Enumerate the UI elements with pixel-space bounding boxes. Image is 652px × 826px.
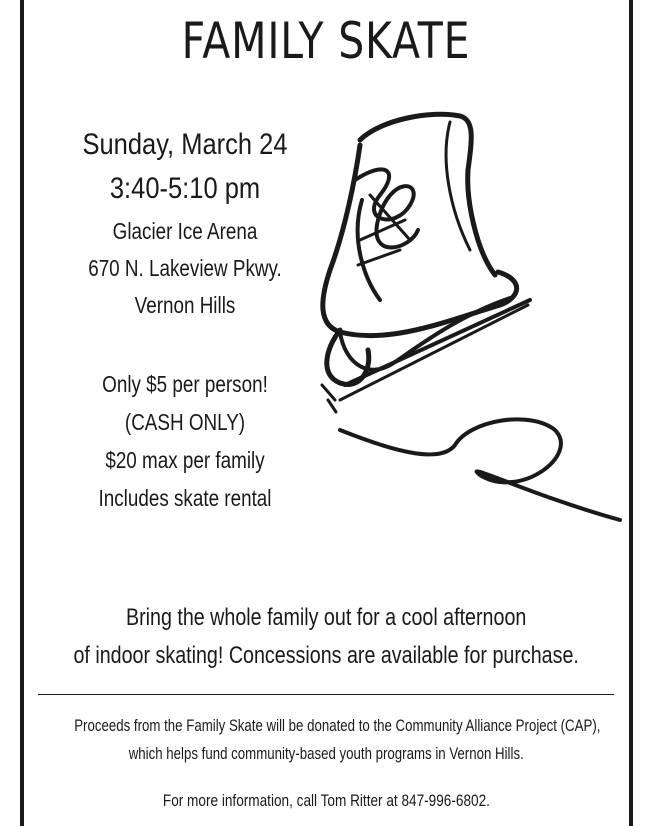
invite-line-2: of indoor skating! Concessions are available for purchase. (73, 642, 579, 669)
event-venue: Glacier Ice Arena (112, 218, 258, 244)
skate-rental-note: Includes skate rental (98, 485, 272, 511)
poster-title: FAMILY SKATE (181, 12, 471, 70)
event-time: 3:40-5:10 pm (109, 172, 261, 205)
proceeds-line-1: Proceeds from the Family Skate will be donated to the Community Alliance Project (CAP), (74, 716, 601, 735)
invite-line-1: Bring the whole family out for a cool afternoon (125, 604, 527, 631)
event-city: Vernon Hills (134, 292, 236, 318)
proceeds-line-2: which helps fund community-based youth programs in Vernon Hills. (128, 744, 524, 763)
price-per-person: Only $5 per person! (102, 371, 268, 397)
event-date: Sunday, March 24 (82, 128, 288, 161)
pricing-details (60, 371, 310, 523)
ice-skate-icon (300, 100, 630, 530)
family-max-price: $20 max per family (105, 447, 265, 473)
divider (38, 694, 614, 695)
cash-only-note: (CASH ONLY) (124, 409, 246, 435)
contact-line: For more information, call Tom Ritter at 847-996-6802. (162, 791, 490, 810)
event-street: 670 N. Lakeview Pkwy. (88, 255, 282, 281)
event-details (60, 128, 310, 329)
